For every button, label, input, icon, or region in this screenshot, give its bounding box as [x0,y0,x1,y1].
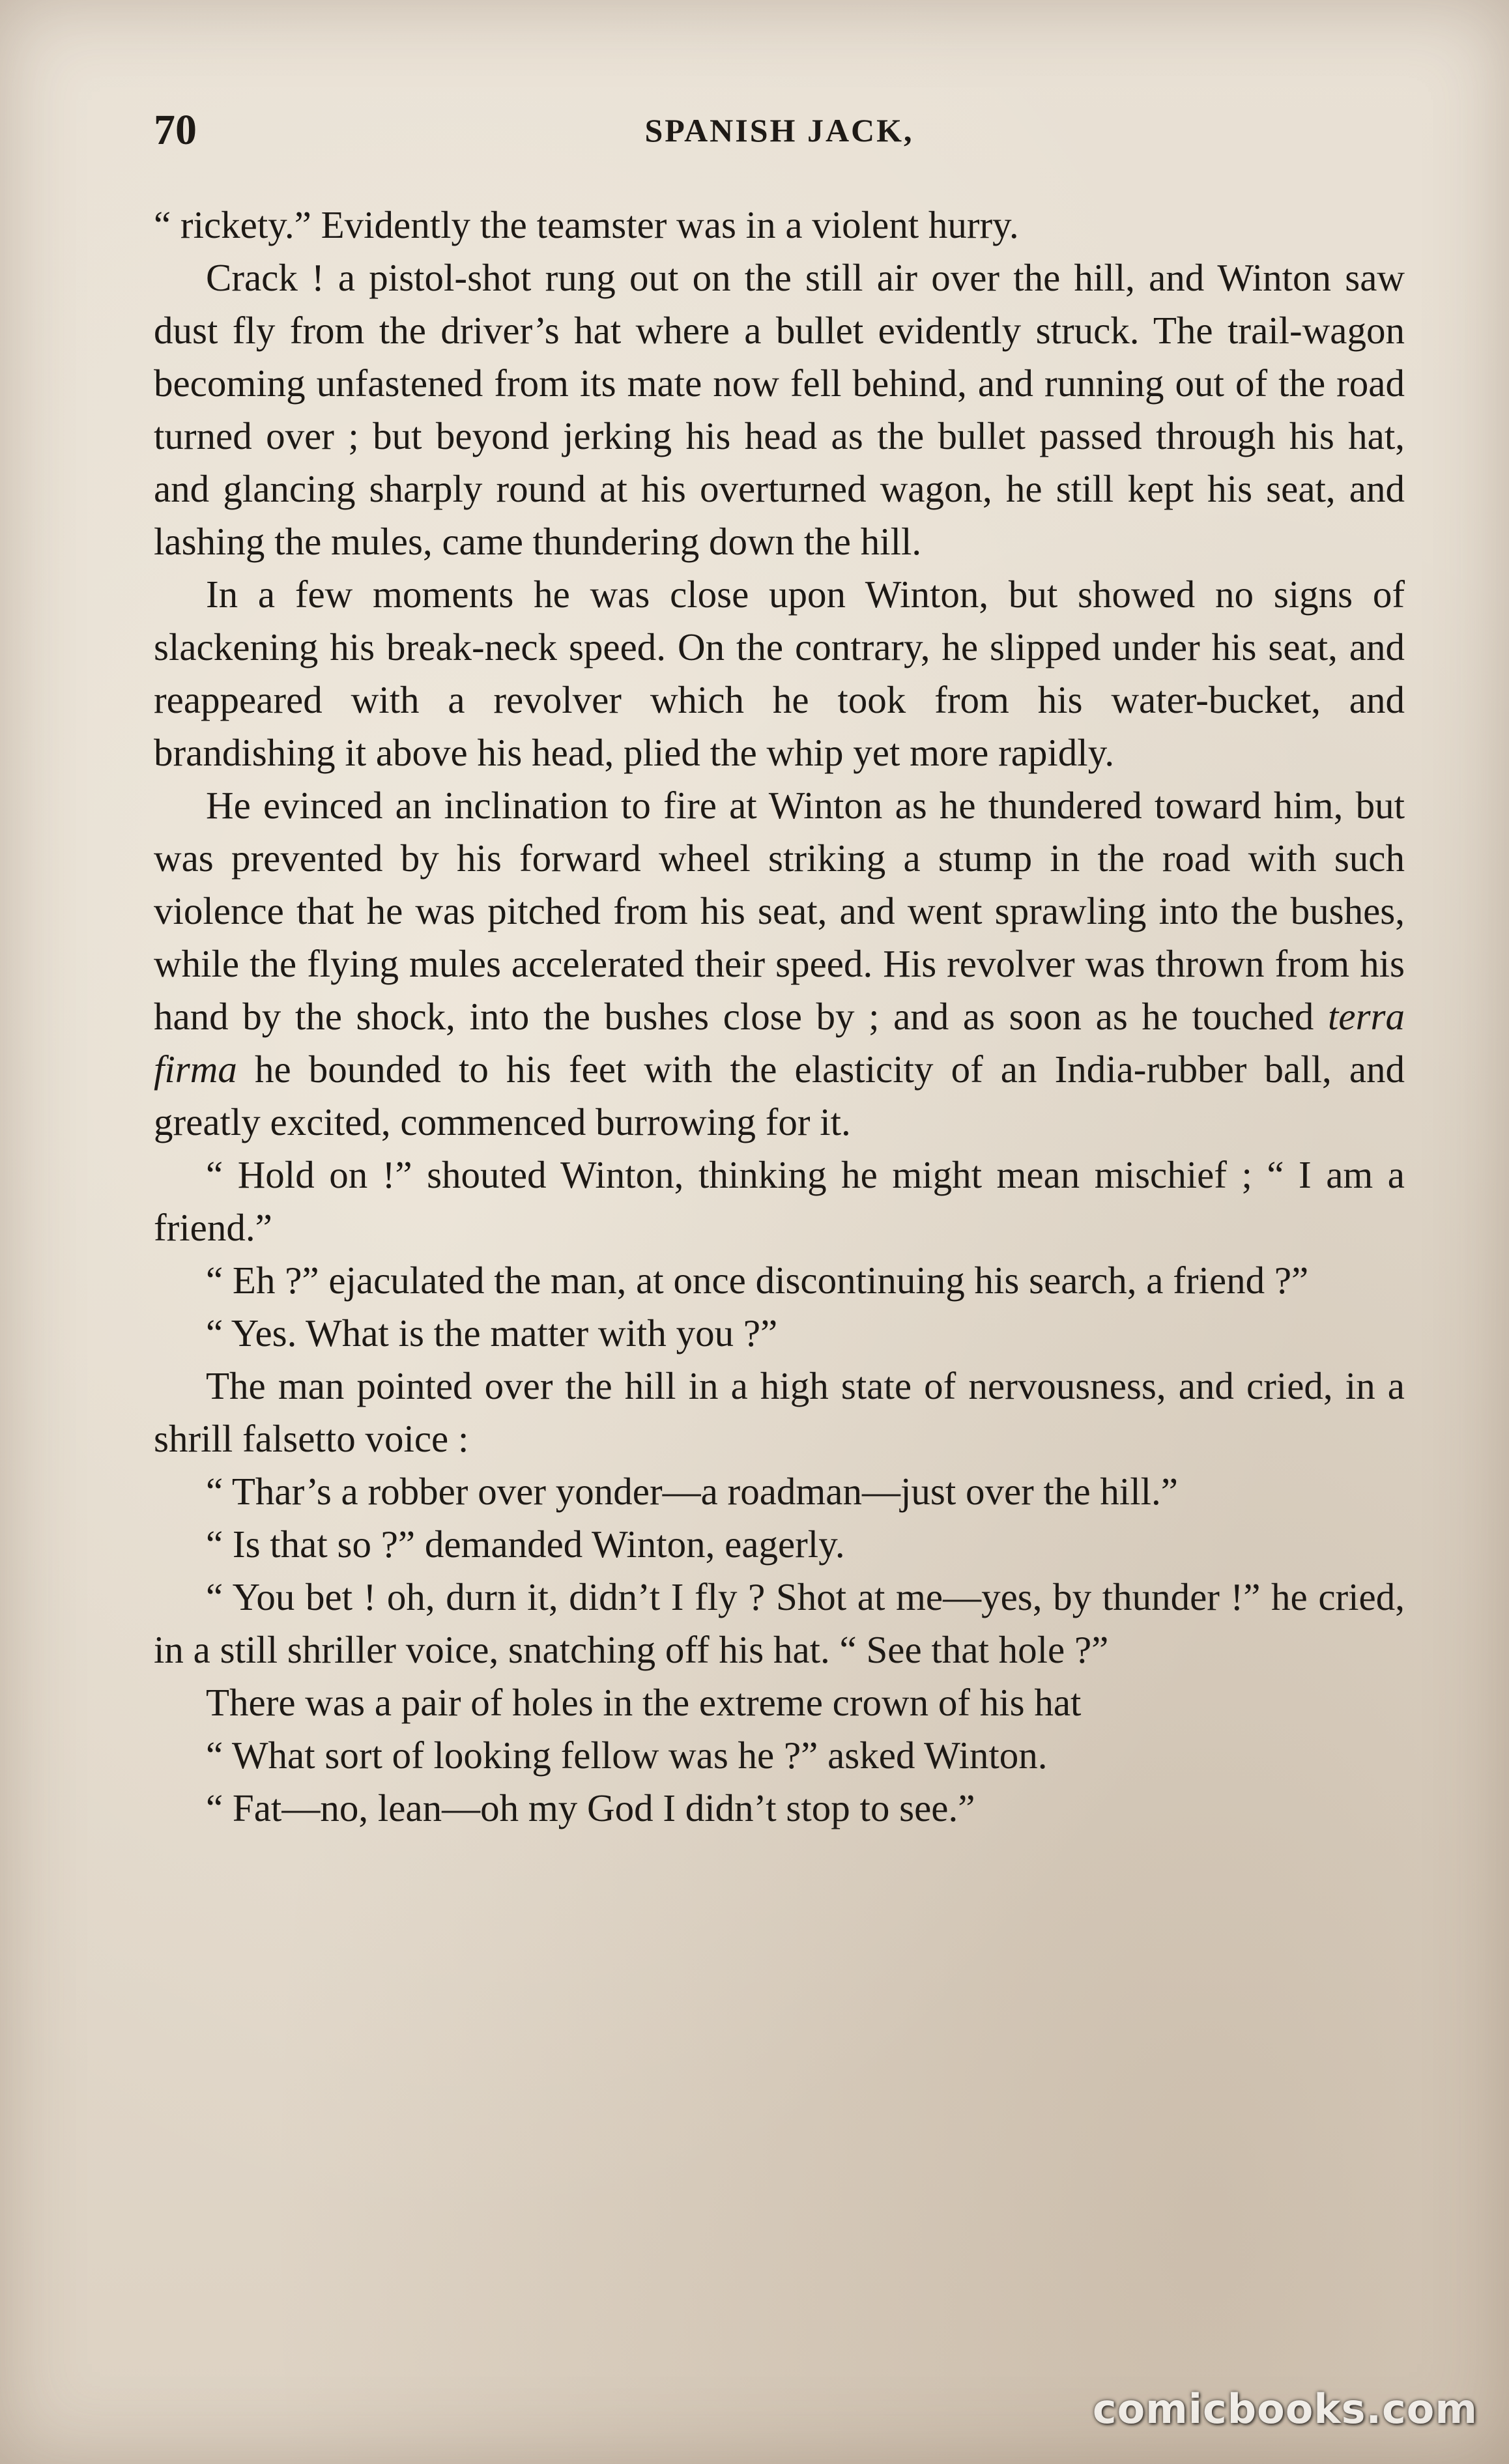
paragraph-10: “ Is that so ?” demanded Winton, eagerly. [206,1523,845,1566]
paragraph-8: The man pointed over the hill in a high state of nervousness, and cried, in a shrill falsetto voice : [154,1364,1405,1460]
running-head: SPANISH JACK, [644,112,914,149]
italic-phrase: terra firma [154,995,1405,1091]
paragraph-2: Crack ! a pistol-shot rung out on the still air over the hill, and Winton saw dust fly from the driver’s hat where a bullet evidently struck. The trail-wagon becoming unfastened from its mate now fell behind, and running out of the road turned over ; but beyond jerking his head as the bullet passed through his hat, and glancing sharply round at his overturned wagon, he still kept his seat, and lashing the mules, came thundering down the hill. [154,256,1405,563]
paragraph-12: There was a pair of holes in the extreme crown of his hat [206,1681,1082,1724]
site-watermark: comicbooks.com [1092,2385,1478,2433]
paragraph-14: “ Fat—no, lean—oh my God I didn’t stop to see.” [206,1786,975,1829]
paragraph-3: In a few moments he was close upon Winton, but showed no signs of slackening his break-neck speed. On the contrary, he slipped under his seat, and reappeared with a revolver which he took from his water-bucket, and brandishing it above his head, plied the whip yet more rapidly. [154,573,1405,774]
paragraph-4 [154,779,1405,1149]
page-header [154,98,1405,163]
page-number: 70 [154,106,197,154]
paragraph-7: “ Yes. What is the matter with you ?” [206,1311,778,1354]
paragraph-4-part-a: He evinced an inclination to fire at Winton as he thundered toward him, but was prevented by his forward wheel striking a stump in the road with such violence that he was pitched from his seat, and went sprawling into the bushes, while the flying mules accelerated their speed. His revolver was thrown from his hand by the shock, into the bushes close by ; and as soon as he touched [154,784,1405,1038]
paragraph-9: “ Thar’s a robber over yonder—a roadman—just over the hill.” [206,1470,1178,1513]
body-text [154,199,1405,1835]
paragraph-6: “ Eh ?” ejaculated the man, at once discontinuing his search, a friend ?” [206,1259,1309,1302]
paragraph-1: “ rickety.” Evidently the teamster was in a violent hurry. [154,203,1019,246]
paragraph-4-part-b: he bounded to his feet with the elasticity of an India-rubber ball, and greatly excited, commenced burrowing for it. [154,1048,1405,1143]
paragraph-5: “ Hold on !” shouted Winton, thinking he might mean mischief ; “ I am a friend.” [154,1153,1405,1249]
paragraph-11: “ You bet ! oh, durn it, didn’t I fly ? Shot at me—yes, by thunder !” he cried, in a still shriller voice, snatching off his hat. “ See that hole ?” [154,1575,1405,1671]
paragraph-13: “ What sort of looking fellow was he ?” asked Winton. [206,1734,1048,1777]
